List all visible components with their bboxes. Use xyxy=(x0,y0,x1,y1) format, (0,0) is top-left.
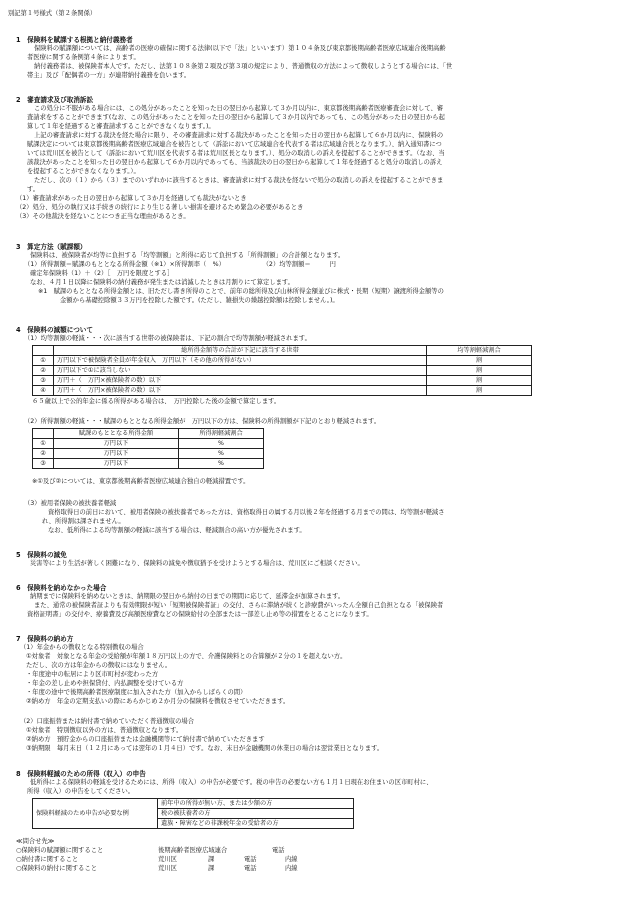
section-5-line: 災害等により生活が著しく困難になり、保険料の減免や徴収猶予を受けようとする場合は、荒川区にご相談ください。 xyxy=(30,560,364,567)
section-4-sub3: （3）被用者保険の被扶養者軽減 xyxy=(24,500,117,507)
section-2-line: 賦課決定については東京都後期高齢者医療広域連合を被告として（訴訟において広域連合を代表する者は広域連合長となります。）、納入通知書につ xyxy=(27,141,442,148)
table-row xyxy=(33,449,264,459)
section-4-sub3-line: れ、所得割は課されません。 xyxy=(42,518,125,525)
section-4-sub1: （1）均等割額の軽減・・・次に該当する世帯の被保険者は、下記の割合で均等割額が軽減されます。 xyxy=(24,335,311,342)
contact-row-org: 荒川区 xyxy=(158,865,177,872)
table-cell: ① xyxy=(33,356,54,366)
section-1-line: 帯主」及び「配偶者の一方」が連帯納付義務を負います。 xyxy=(27,72,191,79)
table-cell: ③ xyxy=(33,376,54,386)
section-2-heading: 2 審査請求及び取消訴訟 xyxy=(16,96,94,104)
section-2-item: （3）その他裁決を経ないことにつき正当な理由があるとき。 xyxy=(16,213,190,220)
contact-row-extension: 内線 xyxy=(285,865,298,872)
table-cell: 万円以下 xyxy=(54,439,179,449)
table-cell: 万円以下で被保険者全員が年金収入 万円以下（その他の所得がない） xyxy=(54,356,427,366)
table-header xyxy=(33,429,54,439)
table-row xyxy=(33,376,532,386)
section-2-line: いては荒川区を被告として（訴訟において荒川区を代表する者は荒川区長となります。）、処分の取消しの訴えを提起することができます。（なお、当 xyxy=(27,150,445,157)
table-cell: % xyxy=(179,449,264,459)
contact-row-label: ○保険料の賦課額に関すること xyxy=(16,847,104,854)
section-2-item: （1）審査請求があった日の翌日から起算して３か月を経過しても裁決がないとき xyxy=(16,195,247,202)
table-cell: ③ xyxy=(33,459,54,469)
section-3-line: 保険料は、被保険者が均等に負担する「均等割額」と所得に応じて負担する「所得割額」の合計額となります。 xyxy=(30,252,345,259)
table-cell: 割 xyxy=(427,356,532,366)
declaration-examples-table xyxy=(32,798,354,829)
declaration-examples-label: 保険料軽減のため申告が必要な例 xyxy=(33,799,158,829)
contact-row-phone: 電話 xyxy=(244,865,257,872)
section-4-heading: 4 保険料の減額について xyxy=(16,326,93,334)
contact-row-org: 後期高齢者医療広域連合 xyxy=(158,847,228,854)
section-7-line: ②納め方 預貯金からの口座振替または金融機関等にて納付書で納めていただきます xyxy=(26,736,265,743)
section-1-line: 保険料の賦課額については、高齢者の医療の確保に関する法律(以下で「法」といいます）第１０４条及び東京都後期高齢者医療広域連合後期高齢 xyxy=(34,45,446,52)
section-6-heading: 6 保険料を納めなかった場合 xyxy=(16,584,107,592)
contact-row-section: 課 xyxy=(208,856,215,863)
declaration-example-item: 税の被扶養者の方 xyxy=(158,809,354,819)
section-4-note-tokyo: ※①及び②については、東京都後期高齢者医療広域連合独自の軽減措置です。 xyxy=(32,478,250,485)
table-cell: ④ xyxy=(33,386,54,396)
table-header xyxy=(33,346,54,356)
contact-row-org: 荒川区 xyxy=(158,856,177,863)
section-8-line: 所得（収入）の申告をしてください。 xyxy=(27,788,135,795)
section-2-line: 上記の審査請求に対する裁決を経た場合に限り、その審査請求に対する裁決があったことを知った日の翌日から起算して６か月以内に、保険料の xyxy=(34,132,444,139)
table-header: 均等割軽減割合 xyxy=(427,346,532,356)
section-3-note: ※1 賦課のもととなる所得金額とは、旧ただし書き所得のことで、前年の総所得及び山林所得金額並びに株式・長期（短期）譲渡所得金額等の xyxy=(38,288,444,295)
section-6-line: 資格証明書」の交付や、療養費及び高額医療費などの保険給付の全部または一部差し止め等の措置をとることになります。 xyxy=(27,611,373,618)
equal-rate-reduction-table xyxy=(32,345,532,396)
contact-row-section: 課 xyxy=(208,865,215,872)
section-4-note-65: ６５歳以上で公的年金に係る所得がある場合は、 万円控除した後の金額で算定します。 xyxy=(32,398,281,405)
income-rate-reduction-table xyxy=(32,428,264,469)
table-row xyxy=(33,439,264,449)
section-3-line: 確定年保険料（1）＋（2）［ 万円を限度とする］ xyxy=(30,270,174,277)
table-cell: 万円＋（ 万円×被保険者の数）以下 xyxy=(54,376,427,386)
table-header: 所得割軽減割合 xyxy=(179,429,264,439)
section-3-heading: 3 算定方法（賦課額） xyxy=(16,243,87,251)
section-6-line: また、通常の被保険者証よりも有効期限が短い「短期被保険者証」の交付、さらに滞納が続くと診療費がいったん全額自己負担となる「被保険者 xyxy=(34,602,444,609)
section-7-line: ただし、次の方は年金からの徴収にはなりません。 xyxy=(26,662,172,669)
table-cell: ① xyxy=(33,439,54,449)
table-cell: ② xyxy=(33,449,54,459)
section-3-note: 金額から基礎控除額３３万円を控除した額です。(ただし、雑損失の繰越控除額は控除しません。)。 xyxy=(60,297,339,304)
section-8-line: 低所得による保険料の軽減を受けるためには、所得（収入）の申告が必要です。税の申告の必要ない方も１月１日現在お住まいの区市町村に、 xyxy=(30,779,433,786)
section-7-line: ・年度の途中で後期高齢者医療制度に加入された方（加入からしばらくの間） xyxy=(26,689,247,696)
declaration-example-item: 遺族・障害などの非課税年金の受給者の方 xyxy=(158,819,354,829)
section-4-sub3-line: 資格取得日の前日において、被用者保険の被扶養者であった方は、資格取得日の属する月以後２年を経過する月までの間は、均等割が軽減さ xyxy=(48,509,445,516)
table-cell: 万円＋（ 万円×被保険者の数）以下 xyxy=(54,386,427,396)
section-7-line: ①対象者 対象となる年金の受給額が年額１８万円以上の方で、介護保険料との合算額が２分の１を超えない方。 xyxy=(26,653,347,660)
table-row xyxy=(33,386,532,396)
table-cell: 割 xyxy=(427,376,532,386)
table-row xyxy=(33,356,532,366)
section-7-heading: 7 保険料の納め方 xyxy=(16,635,74,643)
contact-row-phone: 電話 xyxy=(272,847,285,854)
table-cell: 万円以下 xyxy=(54,459,179,469)
section-7-line: ③納期限 毎月末日（１２月にあっては翌年の１月４日）です。なお、末日が金融機関の休業日の場合は翌営業日となります。 xyxy=(26,745,384,752)
table-cell: % xyxy=(179,459,264,469)
table-header: 賦課のもととなる所得金額 xyxy=(54,429,179,439)
section-7-line: ・年金の差し止めや担保貸付、内払調整を受けている方 xyxy=(26,680,184,687)
section-2-line: を提起することができなくなります。）。 xyxy=(27,168,140,175)
table-cell: 割 xyxy=(427,366,532,376)
table-cell: 万円以下で①に該当しない xyxy=(54,366,427,376)
section-4-sub3-line: なお、低所得による均等割額の軽減に該当する場合は、軽減割合の高い方が優先されます。 xyxy=(48,527,306,534)
section-6-line: 納期までに保険料を納めないときは、納期限の翌日から納付の日までの期間に応じて、延滞金が加算されます。 xyxy=(30,593,345,600)
section-2-line: この処分に不服がある場合には、この処分があったことを知った日の翌日から起算して３か月以内に、東京都後期高齢者医療審査会に対して、審 xyxy=(34,105,444,112)
contact-heading: ≪問合せ先≫ xyxy=(16,838,55,845)
contact-row-extension: 内線 xyxy=(285,856,298,863)
section-7-line: ・年度途中の転居により区市町村が変わった方 xyxy=(26,671,159,678)
section-7-line: （2）口座振替または納付書で納めていただく普通徴収の場合 xyxy=(20,718,195,725)
section-2-item: （2）処分、処分の執行又は手続きの続行により生じる著しい損害を避けるため緊急の必要があるとき xyxy=(16,204,304,211)
section-2-line: 算して１年を経過すると審査請求することができなくなります。)。 xyxy=(27,123,215,130)
section-7-line: （1）年金からの徴収となる特別徴収の場合 xyxy=(20,644,144,651)
section-1-heading: 1 保険料を賦課する根拠と納付義務者 xyxy=(16,36,133,44)
table-header: 総所得金額等の合計が下記に該当する世帯 xyxy=(54,346,427,356)
contact-row-phone: 電話 xyxy=(244,856,257,863)
section-8-heading: 8 保険料軽減のための所得（収入）の申告 xyxy=(16,770,146,778)
section-2-line: ただし、次の（１）から（３）までのいずれかに該当するときは、審査請求に対する裁決を経ないで処分の取消しの訴えを提起することができま xyxy=(34,177,444,184)
table-row xyxy=(33,459,264,469)
contact-row-label: ○保険料の納付に関すること xyxy=(16,865,98,872)
table-cell: 割 xyxy=(427,386,532,396)
contact-row-label: ○納付書に関すること xyxy=(16,856,79,863)
section-3-line: （1）所得割額＝賦課のもととなる所得金額（※1）×所得割率（ %） （2）均等割額＝ 円 xyxy=(24,261,336,268)
section-5-heading: 5 保険料の減免 xyxy=(16,551,67,559)
table-cell: ② xyxy=(33,366,54,376)
section-3-line: なお、４月１日以降に保険料の納付義務が発生または消滅したときは月割りにて算定します。 xyxy=(30,279,294,286)
form-label: 別記第１号様式（第２条関係） xyxy=(8,10,97,17)
table-row xyxy=(33,366,532,376)
table-cell: % xyxy=(179,439,264,449)
section-7-line: ①対象者 特別徴収以外の方は、普通徴収となります。 xyxy=(26,727,183,734)
section-2-line: す。 xyxy=(27,186,40,193)
section-1-line: 者医療に関する条例第４条によります。 xyxy=(27,54,140,61)
section-2-line: 査請求をすることができます(なお、この処分があったことを知った日の翌日から起算して３か月以内であっても、この処分があった日の翌日から起 xyxy=(27,114,445,121)
section-2-line: 該裁決があったことを知った日の翌日から起算して６か月以内であっても、当該裁決の日の翌日から起算して１年を経過すると処分の取消しの訴え xyxy=(27,159,443,166)
table-cell: 万円以下 xyxy=(54,449,179,459)
section-4-sub2: （2）所得割額の軽減・・・賦課のもととなる所得金額が 万円以下の方は、保険料の所得割額が下記のとおり軽減されます。 xyxy=(24,418,381,425)
section-1-line: 納付義務者は、被保険者本人です。ただし、法第１０８条第２項及び第３項の規定により、普通徴収の方法によって徴収しようとする場合には、「世 xyxy=(34,63,453,70)
section-7-line: ②納め方 年金の定期支払いの際にあらかじめ２か月分の保険料を徴収させていただきます。 xyxy=(26,698,290,705)
declaration-example-item: 前年中の所得が無い方、または少額の方 xyxy=(158,799,354,809)
